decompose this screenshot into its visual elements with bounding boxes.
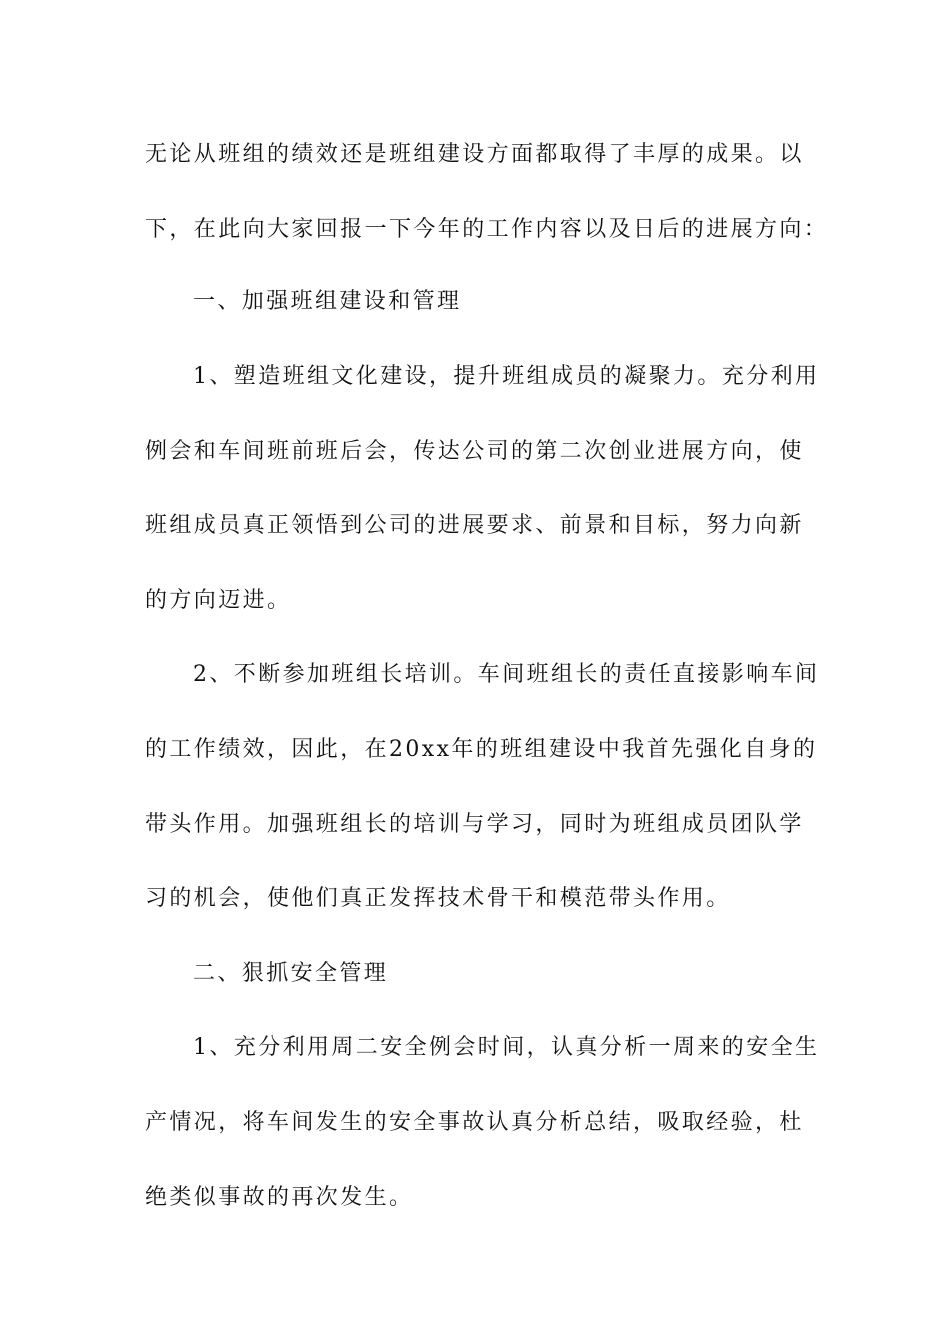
section-heading: 一、加强班组建设和管理 bbox=[193, 289, 462, 314]
paragraph-line: 产情况，将车间发生的安全事故认真分析总结，吸取经验，杜 bbox=[145, 1110, 804, 1135]
paragraph-line: 例会和车间班前班后会，传达公司的第二次创业进展方向，使 bbox=[145, 439, 804, 464]
paragraph-line: 1、充分利用周二安全例会时间，认真分析一周来的安全生 bbox=[193, 1035, 820, 1060]
paragraph-line: 带头作用。加强班组长的培训与学习，同时为班组成员团队学 bbox=[145, 812, 804, 837]
paragraph-line: 的方向迈进。 bbox=[145, 588, 292, 613]
paragraph-line: 习的机会，使他们真正发挥技术骨干和模范带头作用。 bbox=[145, 886, 731, 911]
paragraph-line: 2、不断参加班组长培训。车间班组长的责任直接影响车间 bbox=[193, 662, 820, 687]
paragraph-line: 1、塑造班组文化建设，提升班组成员的凝聚力。充分利用 bbox=[193, 364, 820, 389]
paragraph-line: 绝类似事故的再次发生。 bbox=[145, 1185, 414, 1210]
paragraph-line: 下，在此向大家回报一下今年的工作内容以及日后的进展方向： bbox=[145, 217, 829, 242]
paragraph-line: 的工作绩效，因此，在20xx年的班组建设中我首先强化自身的 bbox=[145, 737, 818, 762]
paragraph-line: 班组成员真正领悟到公司的进展要求、前景和目标，努力向新 bbox=[145, 513, 804, 538]
paragraph-line: 无论从班组的绩效还是班组建设方面都取得了丰厚的成果。以 bbox=[145, 142, 804, 167]
section-heading: 二、狠抓安全管理 bbox=[193, 961, 389, 986]
